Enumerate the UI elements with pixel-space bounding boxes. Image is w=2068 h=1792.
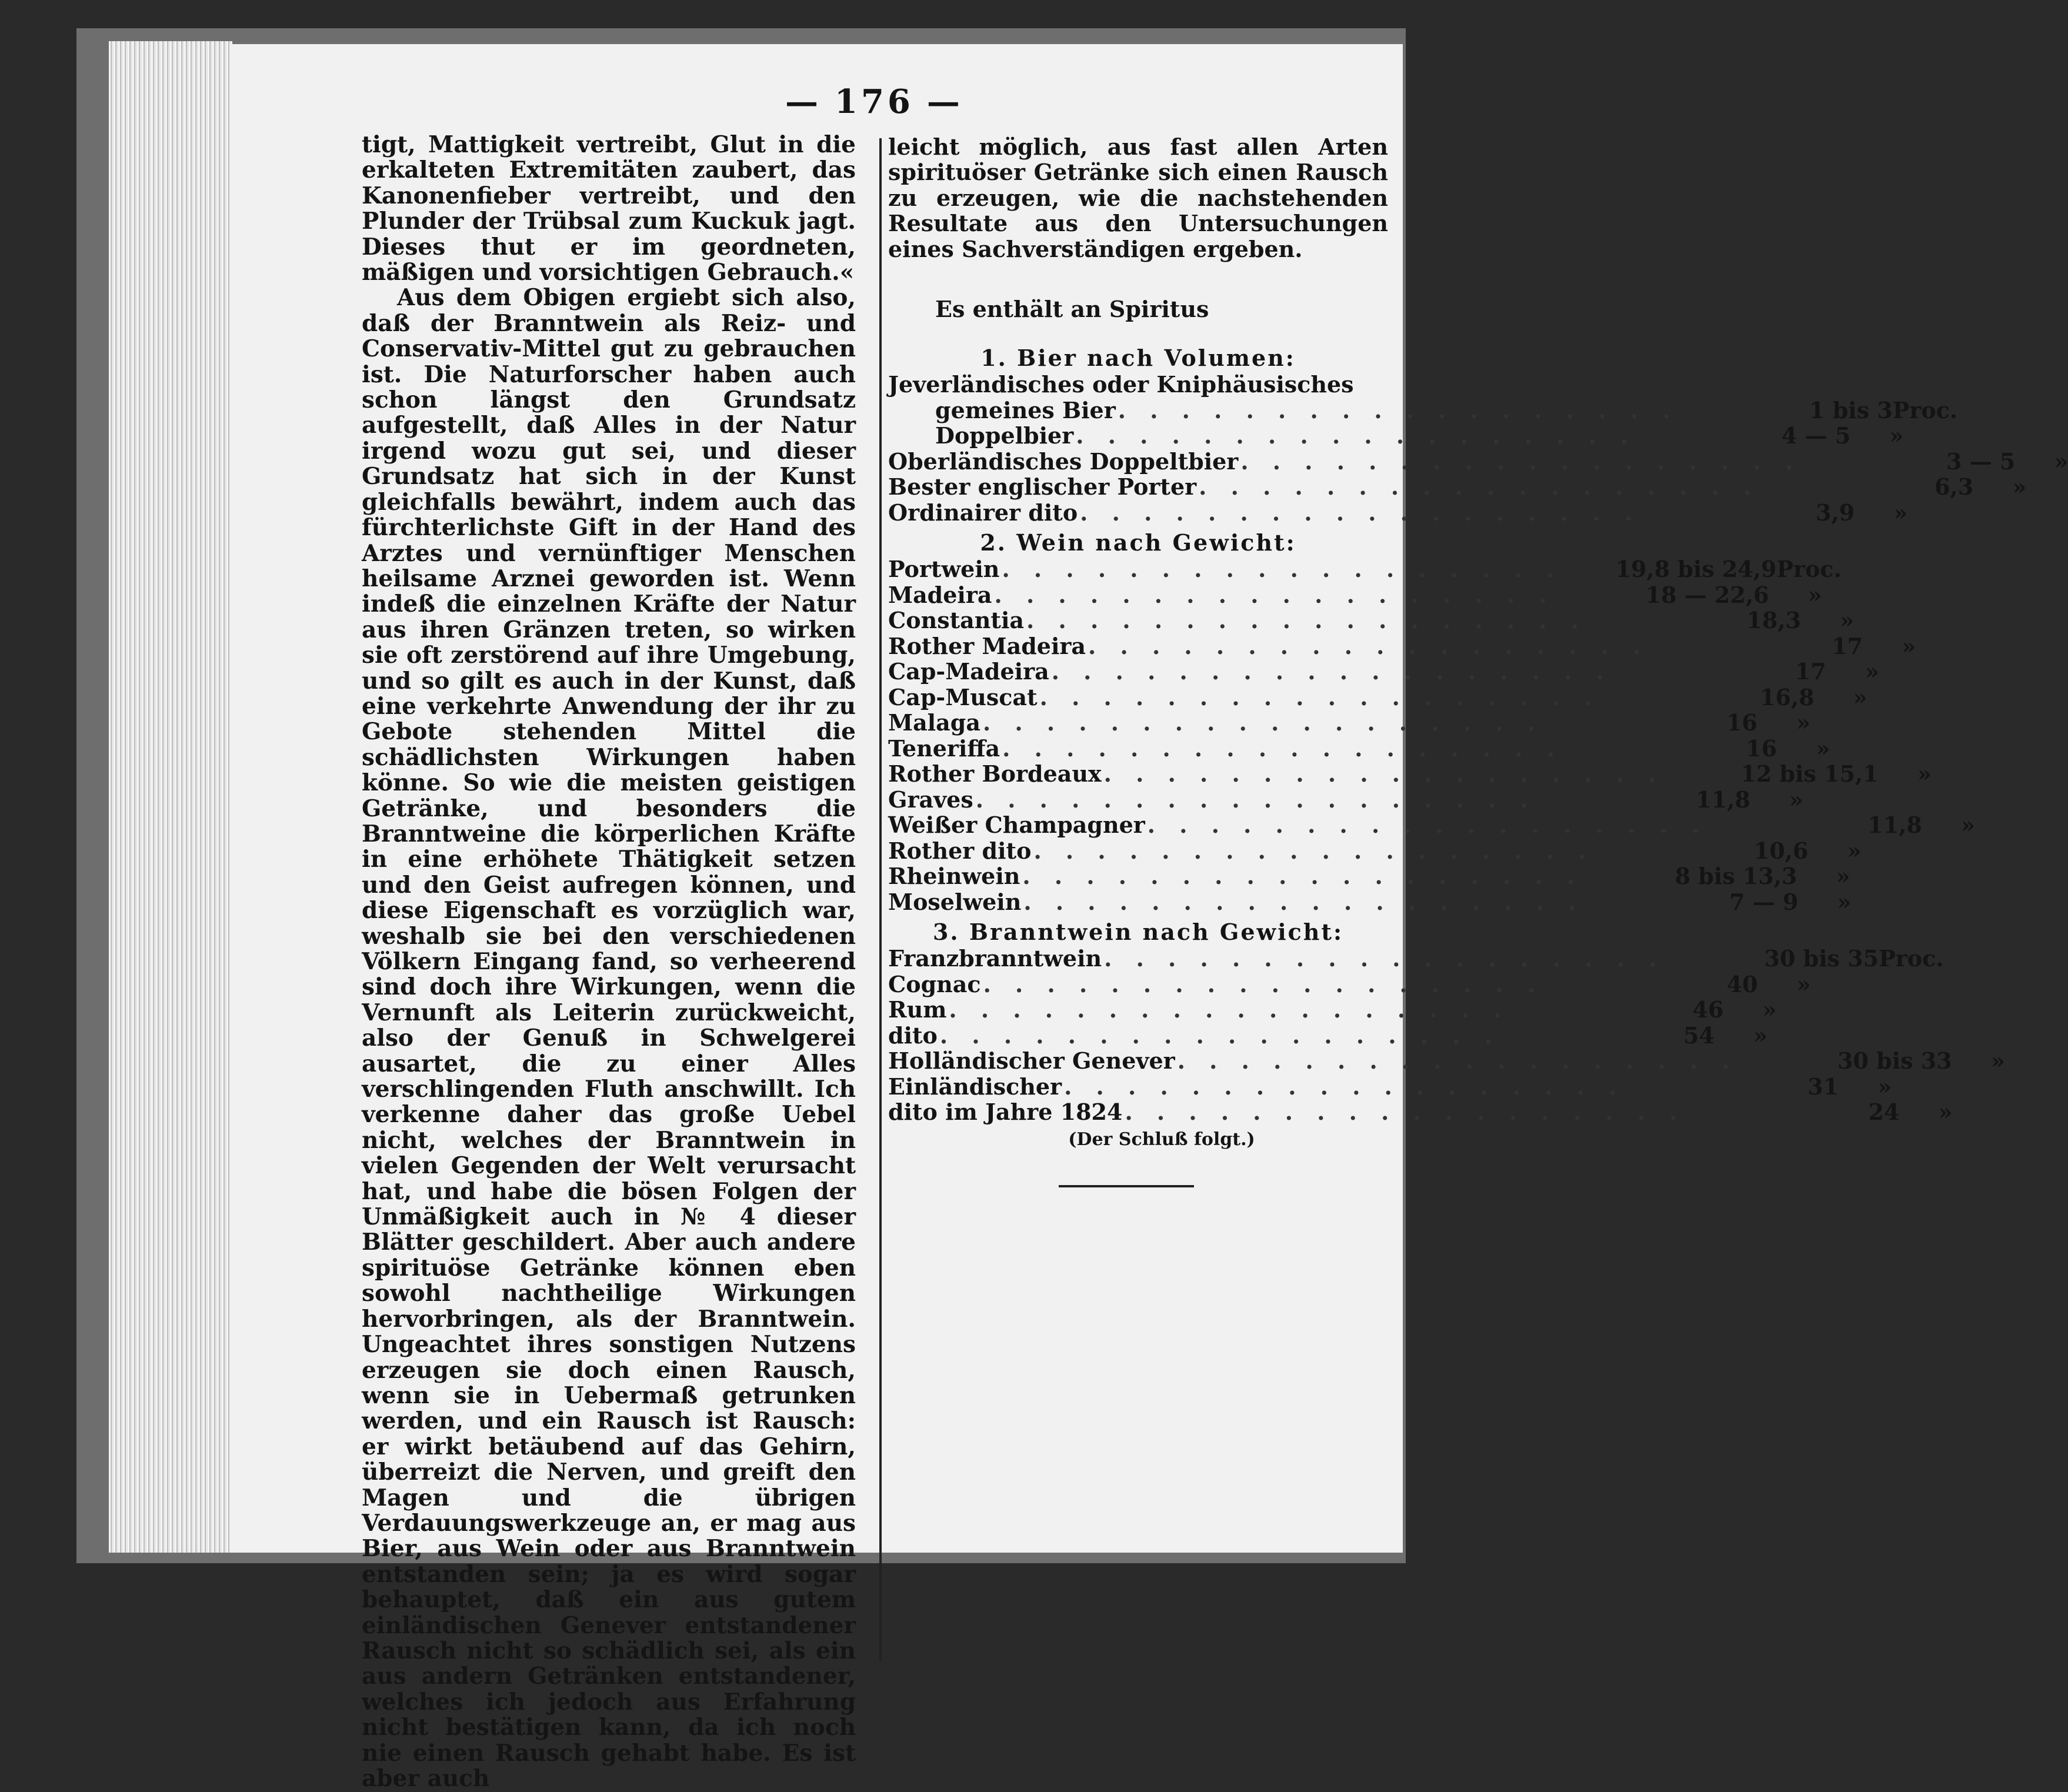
page-number: — 176 — [785,82,963,121]
row-value: 31 [1807,1073,1839,1100]
table-row [888,473,2027,500]
row-unit: » [1847,837,1862,864]
row-unit: » [1753,1022,1767,1049]
table-row [888,396,1958,423]
table-row [888,499,1908,526]
table-row [888,945,1944,972]
left-text-column [362,132,856,1791]
row-label: Constantia [888,607,1025,634]
end-rule [1059,1185,1194,1187]
leader-dots: . . . . . . . . . . . . . . . . . . [1147,812,1708,839]
row-unit: » [1836,863,1850,890]
row-value: 10,6 [1753,837,1809,864]
row-unit: » [1840,607,1854,634]
row-unit: » [1807,581,1822,608]
page-stack-edge [109,41,232,1553]
leader-dots: . . . . . . . . . . . . . . . . . . [1064,1073,1625,1100]
row-label: Jeverländisches oder Kniphäusisches [888,371,1354,398]
table-row [888,996,1777,1023]
leader-dots: . . . . . . . . . . . . . . . . . . [1002,735,1563,762]
row-label: Moselwein [888,888,1022,915]
leader-dots: . . . . . . . . . . . . . . . . . . [983,970,1544,997]
row-unit: » [1938,1099,1953,1126]
row-unit: » [1796,709,1810,736]
row-label: Bester englischer Porter [888,473,1197,500]
leader-dots: . . . . . . . . . . . . . . . . . . [1177,1047,1738,1074]
intro-paragraph: leicht möglich, aus fast allen Arten spirituöser Getränke sich einen Rausch zu erzeugen, wie die nachstehenden Resultate aus den Untersuchungen eines Sachverständigen ergeben. [888,134,1388,262]
leader-dots: . . . . . . . . . . . . . . . . . . [1022,863,1583,890]
leader-dots: . . . . . . . . . . . . . . . . . . [1026,607,1587,634]
paragraph: Aus dem Obigen ergiebt sich also, daß der Branntwein als Reiz- und Conservativ-Mittel gut zu gebrauchen ist. Die Naturforscher haben auch schon längst den Grundsatz aufgestellt, daß Alles in der Natur irgend wozu gut sei, und dieser Grundsatz hat sich in der Kunst gleichfalls bewährt, indem auch das fürchterlichste Gift in der Hand des Arztes und vernünftiger Menschen heilsame Arznei geworden ist. Wenn indeß die einzelnen Kräfte der Natur aus ihren Gränzen treten, so wirken sie oft zerstörend auf ihre Umgebung, und so gilt es auch in der Kunst, daß eine verkehrte Anwendung der ihr zu Gebote stehenden Mittel die schädlichsten Wirkungen haben könne. So wie die meisten geistigen Getränke, und besonders die Branntweine die körperlichen Kräfte in eine erhöhete Thätigkeit setzen und den Geist aufregen können, und diese Eigenschaft es vorzüglich war, weshalb sie bei den verschiedenen Völkern Eingang fand, so verheerend sind doch ihre Wirkungen, wenn die Vernunft als Leiterin zurückweicht, also der Genuß in Schwelgerei ausartet, die zu einer Alles verschlingenden Fluth anschwillt. Ich verkenne daher das große Uebel nicht, welches der Branntwein in vielen Gegenden der Welt verursacht hat, und habe die bösen Folgen der Unmäßigkeit auch in № 4 dieser Blätter geschildert. Aber auch andere spirituöse Getränke können eben sowohl nachtheilige Wirkungen hervorbringen, als der Branntwein. Ungeachtet ihres sonstigen Nutzens erzeugen sie doch einen Rausch, wenn sie in Uebermaß getrunken werden, und ein Rausch ist Rausch: er wirkt betäubend auf das Gehirn, überreizt die Nerven, und greift den Magen und die übrigen Verdauungswerkzeuge an, er mag aus Bier, aus Wein oder aus Branntwein entstanden sein; ja es wird sogar behauptet, daß ein aus gutem einländischen Genever entstandener Rausch nicht so schädlich sei, als ein aus andern Getränken entstandener, welches ich jedoch aus Erfahrung nicht bestätigen kann, da ich noch nie einen Rausch gehabt habe. Es ist aber auch [362,284,856,1792]
row-value: 30 bis 35 [1764,945,1879,972]
section-title: 2. Wein nach Gewicht: [980,529,1296,556]
section-beer [888,345,2068,526]
table-row [888,1099,1953,1126]
leader-dots: . . . . . . . . . . . . . . . . . . [1103,760,1665,787]
leader-dots: . . . . . . . . . . . . . . . . . . [939,1022,1500,1049]
row-value: 18 — 22,6 [1645,581,1769,608]
row-unit: » [1917,760,1932,787]
leader-dots: . . . . . . . . . . . . . . . . . . [1051,658,1612,685]
table-row [888,1073,1892,1100]
table-row [888,632,1916,659]
table-row [888,812,1975,839]
leader-dots: . . . . . . . . . . . . . . . . . . [1240,448,1802,475]
row-value: 6,3 [1934,473,1974,500]
row-unit: Proc. [1879,945,1944,972]
table-row [888,448,2068,475]
row-value: 4 — 5 [1781,422,1851,449]
row-unit: » [1796,970,1811,997]
leader-dots: . . . . . . . . . . . . . . . . . . [975,786,1536,813]
row-value: 46 [1692,996,1724,1023]
section-brandy [888,919,2005,1126]
row-label: Oberländisches Doppeltbier [888,448,1239,475]
table-row [888,786,1803,813]
table-row [888,970,1811,997]
row-value: 17 [1795,658,1826,685]
table-row [888,556,1842,583]
row-unit: » [1889,422,1904,449]
row-label: Malaga [888,709,980,736]
row-label: Einländischer [888,1073,1062,1100]
row-unit: » [1961,812,1975,839]
row-unit: » [2054,448,2068,475]
row-value: 30 bis 33 [1837,1047,1952,1074]
row-unit: » [1877,1073,1892,1100]
table-heading: Es enthält an Spiritus [935,296,1209,323]
row-value: 1 bis 3 [1809,396,1893,423]
table-row [888,888,1852,915]
row-value: 11,8 [1867,812,1922,839]
table-row [888,683,1867,710]
row-value: 3 — 5 [1946,448,2016,475]
leader-dots: . . . . . . . . . . . . . . . . . . [1088,632,1649,659]
leader-dots: . . . . . . . . . . . . . . . . . . [1199,473,1760,500]
row-label: Rother Bordeaux [888,760,1102,787]
row-value: 16 [1746,735,1777,762]
row-label: Doppelbier [935,422,1074,449]
leader-dots: . . . . . . . . . . . . . . . . . . [1076,422,1637,449]
row-value: 18,3 [1746,607,1802,634]
row-unit: » [1762,996,1777,1023]
table-row [888,371,1388,397]
right-text-column [888,134,2068,1187]
row-label: dito [888,1022,938,1049]
table-row [888,1047,2005,1074]
section-title: 3. Branntwein nach Gewicht: [932,919,1344,946]
leader-dots: . . . . . . . . . . . . . . . . . . [1002,556,1563,583]
table-row [888,709,1810,736]
row-label: Portwein [888,556,1000,583]
row-unit: » [1990,1047,2005,1074]
leader-dots: . . . . . . . . . . . . . . . . . . [1125,1099,1686,1126]
row-unit: » [1893,499,1908,526]
row-label: Rother Madeira [888,632,1086,659]
section-wine [888,529,1975,915]
row-unit: » [1853,683,1867,710]
row-label: Weißer Champagner [888,812,1145,839]
table-row [888,735,1830,762]
row-unit: » [1865,658,1879,685]
row-unit: » [2012,473,2027,500]
row-value: 11,8 [1696,786,1750,813]
row-unit: » [1837,888,1852,915]
table-row [888,837,1862,864]
row-value: 7 — 9 [1729,888,1799,915]
leader-dots: . . . . . . . . . . . . . . . . . . [949,996,1510,1023]
row-value: 17 [1832,632,1863,659]
leader-dots: . . . . . . . . . . . . . . . . . . [1039,683,1600,710]
row-label: Cap-Madeira [888,658,1049,685]
row-value: 12 bis 15,1 [1740,760,1879,787]
table-row [888,422,1904,449]
table-row [888,607,1854,634]
row-unit: » [1902,632,1916,659]
row-value: 40 [1726,970,1758,997]
row-label: Rheinwein [888,863,1020,890]
row-label: Cognac [888,970,981,997]
leader-dots: . . . . . . . . . . . . . . . . . . [1104,945,1665,972]
row-value: 16,8 [1760,683,1814,710]
leader-dots: . . . . . . . . . . . . . . . . . . [994,581,1555,608]
table-row [888,760,1932,787]
row-value: 19,8 bis 24,9 [1615,556,1777,583]
table-row [888,658,1879,685]
row-label: Rum [888,996,947,1023]
table-row [888,863,1850,890]
row-unit: » [1816,735,1830,762]
leader-dots: . . . . . . . . . . . . . . . . . . [982,709,1543,736]
row-value: 24 [1868,1099,1900,1126]
paragraph: tigt, Mattigkeit vertreibt, Glut in die erkalteten Extremitäten zaubert, das Kanonenfieber vertreibt, und den Plunder der Trübsal zum Kuckuk jagt. Dieses thut er im geordneten, mäßigen und vorsichtigen Gebrauch.« [362,131,856,286]
section-title: 1. Bier nach Volumen: [980,345,1296,372]
row-unit: Proc. [1776,556,1842,583]
row-label: Ordinairer dito [888,499,1078,526]
leader-dots: . . . . . . . . . . . . . . . . . . [1023,888,1585,915]
row-label: Holländischer Genever [888,1047,1175,1074]
row-value: 3,9 [1816,499,1855,526]
row-value: 54 [1683,1022,1715,1049]
column-divider [879,138,882,1661]
row-unit: Proc. [1892,396,1958,423]
table-row [888,1022,1767,1049]
leader-dots: . . . . . . . . . . . . . . . . . . [1033,837,1595,864]
leader-dots: . . . . . . . . . . . . . . . . . . [1080,499,1641,526]
row-value: 16 [1726,709,1757,736]
continued-note: (Der Schluß folgt.) [1068,1129,1255,1150]
row-label: Graves [888,786,973,813]
row-label: Franzbranntwein [888,945,1102,972]
table-row [888,581,1822,608]
row-label: gemeines Bier [935,396,1116,423]
row-label: dito im Jahre 1824 [888,1099,1123,1126]
row-label: Madeira [888,581,992,608]
row-label: Cap-Muscat [888,683,1038,710]
row-unit: » [1789,786,1803,813]
row-label: Rother dito [888,837,1032,864]
row-value: 8 bis 13,3 [1675,863,1797,890]
leader-dots: . . . . . . . . . . . . . . . . . . [1118,396,1679,423]
row-label: Teneriffa [888,735,1000,762]
